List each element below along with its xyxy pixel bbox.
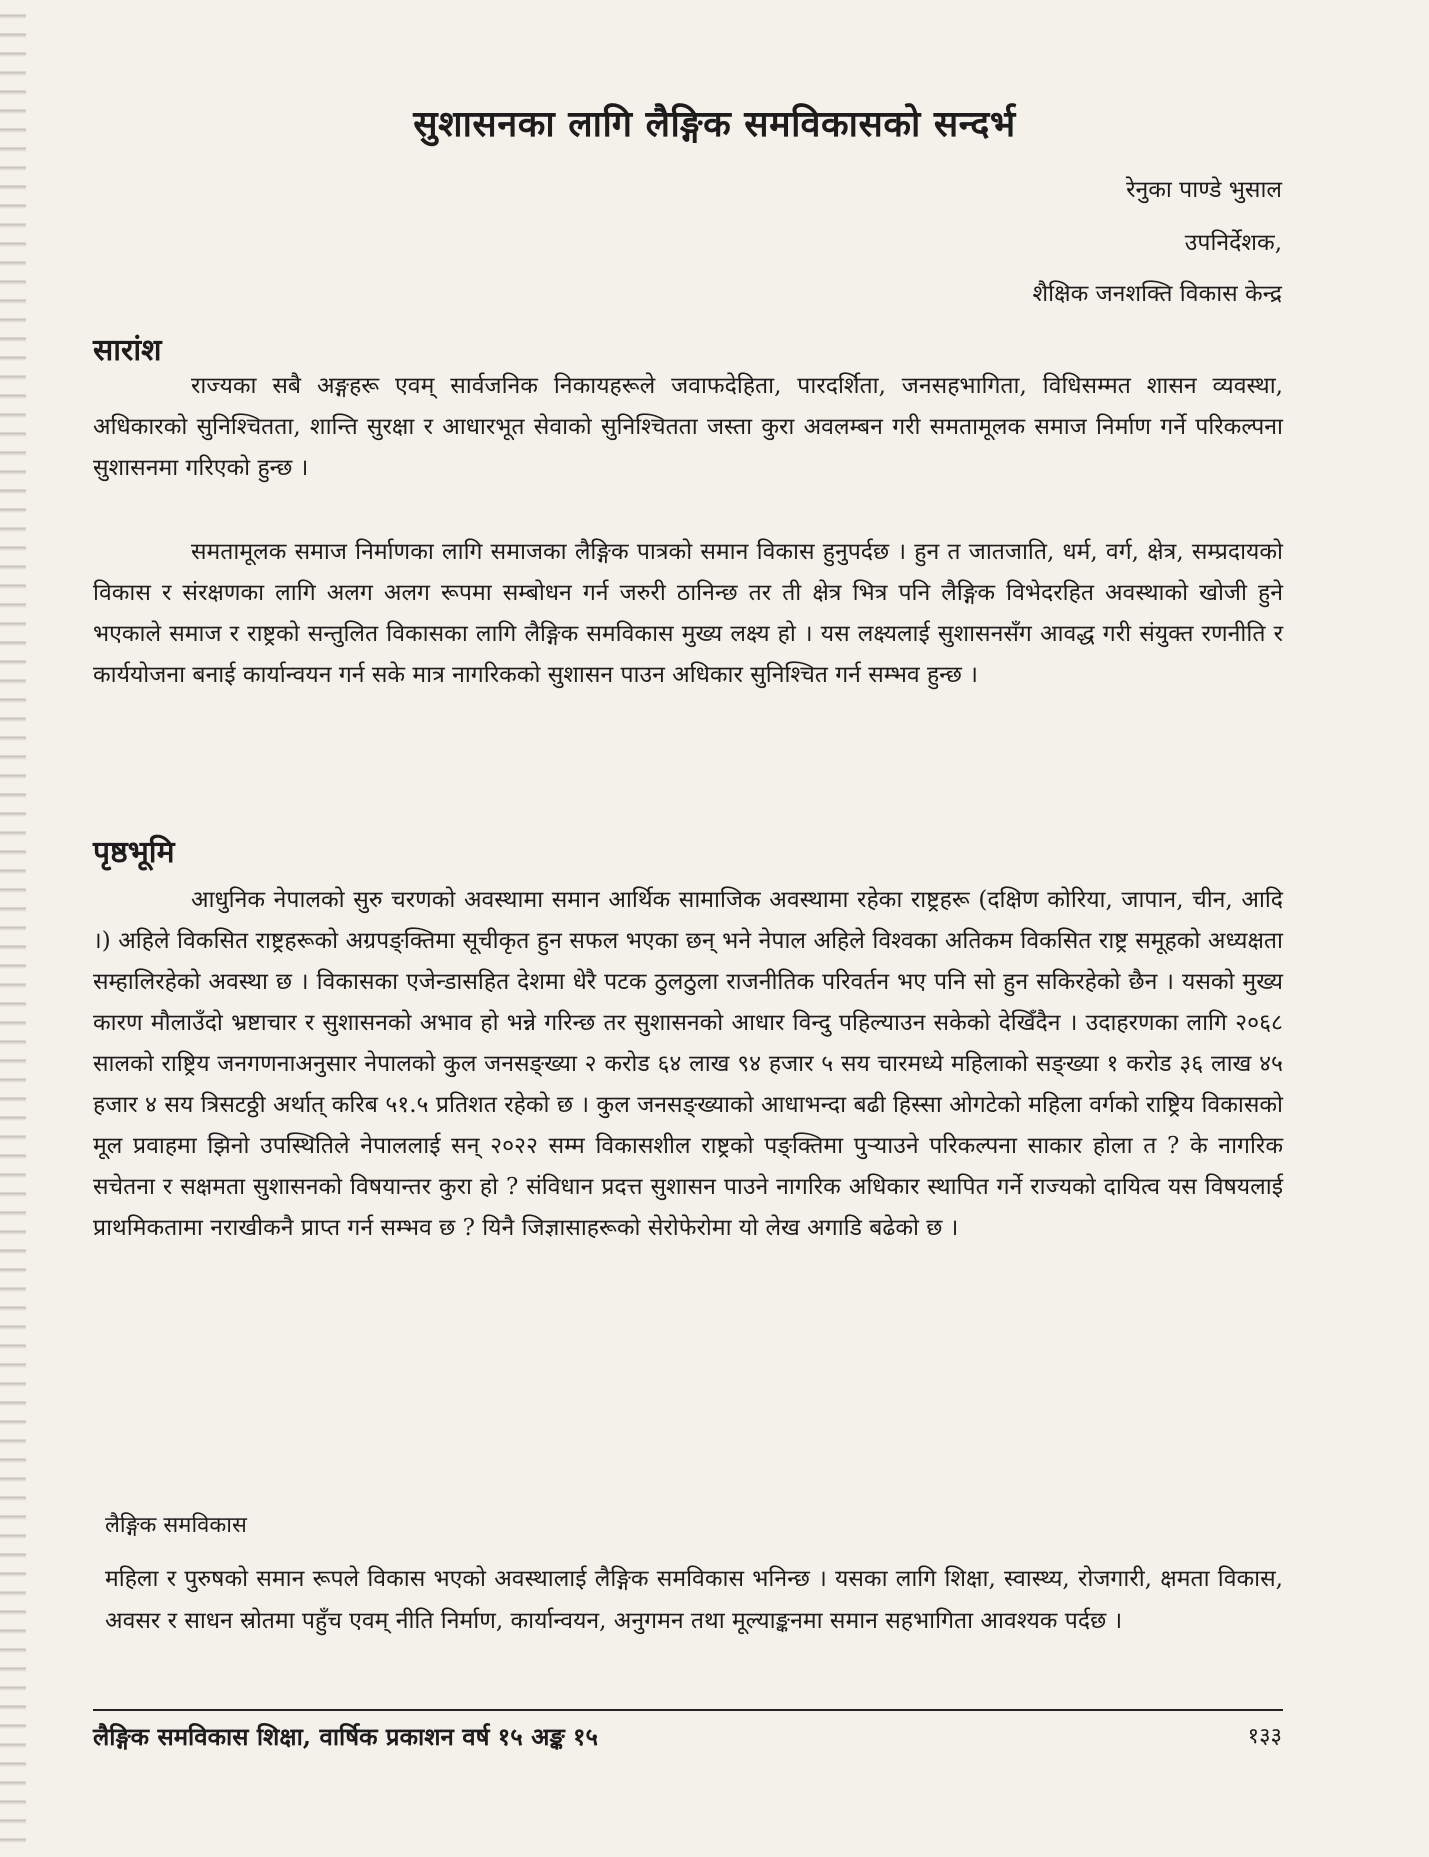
abstract-paragraph-1: राज्यका सबै अङ्गहरू एवम् सार्वजनिक निकायहरूले जवाफदेहिता, पारदर्शिता, जनसहभागिता, विधिसम्मत शासन व्यवस्था, अधिकारको सुनिश्चितता, शान्ति सुरक्षा र आधारभूत सेवाको सुनिश्चितता जस्ता कुरा अवलम्बन गरी समतामूलक समाज निर्माण गर्ने परिकल्पना सुशासनमा गरिएको हुन्छ । bbox=[93, 373, 1283, 481]
footer-rule bbox=[93, 1709, 1283, 1711]
page-number: १३३ bbox=[1247, 1724, 1282, 1749]
footer-publication: लैङ्गिक समविकास शिक्षा, वार्षिक प्रकाशन वर्ष १५ अङ्क १५ bbox=[93, 1722, 598, 1751]
gender-equality-paragraph: महिला र पुरुषको समान रूपले विकास भएको अवस्थालाई लैङ्गिक समविकास भनिन्छ । यसका लागि शिक्षा, स्वास्थ्य, रोजगारी, क्षमता विकास, अवसर र साधन स्रोतमा पहुँच एवम् नीति निर्माण, कार्यान्वयन, अनुगमन तथा मूल्याङ्कनमा समान सहभागिता आवश्यक पर्दछ । bbox=[105, 1566, 1283, 1634]
author-name: रेनुका पाण्डे भुसाल bbox=[1126, 177, 1282, 203]
author-organization: शैक्षिक जनशक्ति विकास केन्द्र bbox=[1032, 281, 1282, 307]
background-heading: पृष्ठभूमि bbox=[93, 835, 175, 870]
author-designation: उपनिर्देशक, bbox=[1184, 230, 1282, 256]
abstract-paragraph-2: समतामूलक समाज निर्माणका लागि समाजका लैङ्गिक पात्रको समान विकास हुनुपर्दछ । हुन त जातजाति, धर्म, वर्ग, क्षेत्र, सम्प्रदायको विकास र संरक्षणका लागि अलग अलग रूपमा सम्बोधन गर्न जरुरी ठानिन्छ तर ती क्षेत्र भित्र पनि लैङ्गिक विभेदरहित अवस्थाको खोजी हुने भएकाले समाज र राष्ट्रको सन्तुलित विकासका लागि लैङ्गिक समविकास मुख्य लक्ष्य हो । यस लक्ष्यलाई सुशासनसँग आवद्ध गरी संयुक्त रणनीति र कार्ययोजना बनाई कार्यान्वयन गर्न सके मात्र नागरिकको सुशासन पाउन अधिकार सुनिश्चित गर्न सम्भव हुन्छ । bbox=[93, 539, 1283, 688]
gender-equality-subheading: लैङ्गिक समविकास bbox=[105, 1513, 247, 1538]
abstract-heading: सारांश bbox=[93, 333, 162, 368]
article-title: सुशासनका लागि लैङ्गिक समविकासको सन्दर्भ bbox=[413, 103, 1016, 145]
background-paragraph: आधुनिक नेपालको सुरु चरणको अवस्थामा समान आर्थिक सामाजिक अवस्थामा रहेका राष्ट्रहरू (दक्षिण कोरिया, जापान, चीन, आदि ।) अहिले विकसित राष्ट्रहरूको अग्रपङ्क्तिमा सूचीकृत हुन सफल भएका छन् भने नेपाल अहिले विश्वका अतिकम विकसित राष्ट्र समूहको अध्यक्षता सम्हालिरहेको अवस्था छ । विकासका एजेन्डासहित देशमा धेरै पटक ठुलठुला राजनीतिक परिवर्तन भए पनि सो हुन सकिरहेको छैन । यसको मुख्य कारण मौलाउँदो भ्रष्टाचार र सुशासनको अभाव हो भन्ने गरिन्छ तर सुशासनको आधार विन्दु पहिल्याउन सकेको देखिँदैन । उदाहरणका लागि २०६८ सालको राष्ट्रिय जनगणनाअनुसार नेपालको कुल जनसङ्ख्या २ करोड ६४ लाख ९४ हजार ५ सय चारमध्ये महिलाको सङ्ख्या १ करोड ३६ लाख ४५ हजार ४ सय त्रिसटठ्ठी अर्थात् करिब ५१.५ प्रतिशत रहेको छ । कुल जनसङ्ख्याको आधाभन्दा बढी हिस्सा ओगटेको महिला वर्गको राष्ट्रिय विकासको मूल प्रवाहमा झिनो उपस्थितिले नेपाललाई सन् २०२२ सम्म विकासशील राष्ट्रको पङ्क्तिमा पुऱ्याउने परिकल्पना साकार होला त ? के नागरिक सचेतना र सक्षमता सुशासनको विषयान्तर कुरा हो ? संविधान प्रदत्त सुशासन पाउने नागरिक अधिकार स्थापित गर्ने राज्यको दायित्व यस विषयलाई प्राथमिकतामा नराखीकनै प्राप्त गर्न सम्भव छ ? यिनै जिज्ञासाहरूको सेरोफेरोमा यो लेख अगाडि बढेको छ । bbox=[93, 887, 1283, 1241]
